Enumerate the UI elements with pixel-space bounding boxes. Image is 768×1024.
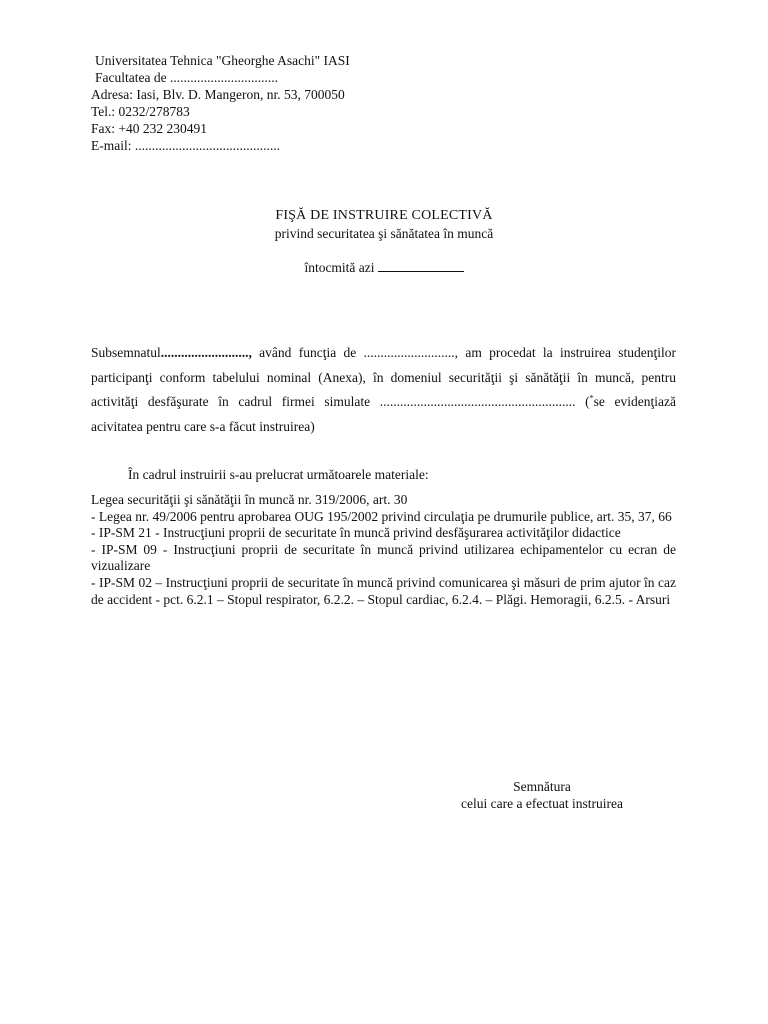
- email-line: E-mail: ...........................................: [91, 138, 280, 153]
- list-item: - Legea nr. 49/2006 pentru aprobarea OUG 195/2002 privind circulaţia pe drumurile publice, art. 35, 37, 66: [91, 508, 672, 524]
- name-blank: ..........................,: [160, 345, 252, 360]
- list-item: - IP-SM 21 - Instrucţiuni proprii de securitate în muncă privind desfăşurarea activităţilor didactice: [91, 525, 621, 541]
- signature-block: [440, 779, 644, 812]
- instruction-paragraph: [91, 341, 676, 439]
- signature-sublabel: celui care a efectuat instruirea: [461, 795, 623, 811]
- footnote-star: *: [589, 393, 594, 403]
- p1-end: se evidenţiază acivitatea pentru care s-a făcut instruirea): [91, 394, 676, 434]
- university-name: Universitatea Tehnica "Gheorghe Asachi" IASI: [95, 53, 350, 68]
- p1-middle: având funcţia de ..........................., am procedat la instruirea studenţilor participanţi conform tabelului nominal (Anexa), în domeniul securităţii şi sănătăţii în muncă, pentru activităţi desfăşurate în cadrul firmei simulate .......................................................... (: [91, 345, 676, 410]
- list-item: Legea securităţii şi sănătăţii în muncă nr. 319/2006, art. 30: [91, 492, 408, 507]
- materials-intro: În cadrul instruirii s-au prelucrat următoarele materiale:: [128, 467, 429, 482]
- document-title: FIŞĂ DE INSTRUIRE COLECTIVĂ: [275, 208, 493, 223]
- fax-line: Fax: +40 232 230491: [91, 121, 207, 136]
- date-line: [0, 259, 768, 276]
- p1-start: Subsemnatul: [91, 345, 161, 360]
- faculty-line: Facultatea de ................................: [95, 70, 278, 85]
- document-subtitle: privind securitatea şi sănătatea în muncă: [274, 226, 494, 241]
- list-item: - IP-SM 02 – Instrucţiuni proprii de securitate în muncă privind comunicarea şi măsuri de prim ajutor în caz de accident - pct. 6.2.1 – Stopul respirator, 6.2.2. – Stopul cardiac, 6.2.4. – Plăgi. Hemoragii, 6.2.5. - Arsuri: [91, 574, 676, 607]
- signature-label: Semnătura: [513, 779, 571, 794]
- header-block: [91, 52, 350, 154]
- phone-line: Tel.: 0232/278783: [91, 104, 190, 119]
- date-label: întocmită azi: [304, 260, 375, 275]
- materials-list: [91, 492, 676, 608]
- address-line: Adresa: Iasi, Blv. D. Mangeron, nr. 53, 700050: [91, 87, 345, 102]
- list-item: - IP-SM 09 - Instrucţiuni proprii de securitate în muncă privind utilizarea echipamentelor cu ecran de vizualizare: [91, 541, 676, 574]
- date-blank: [378, 259, 464, 272]
